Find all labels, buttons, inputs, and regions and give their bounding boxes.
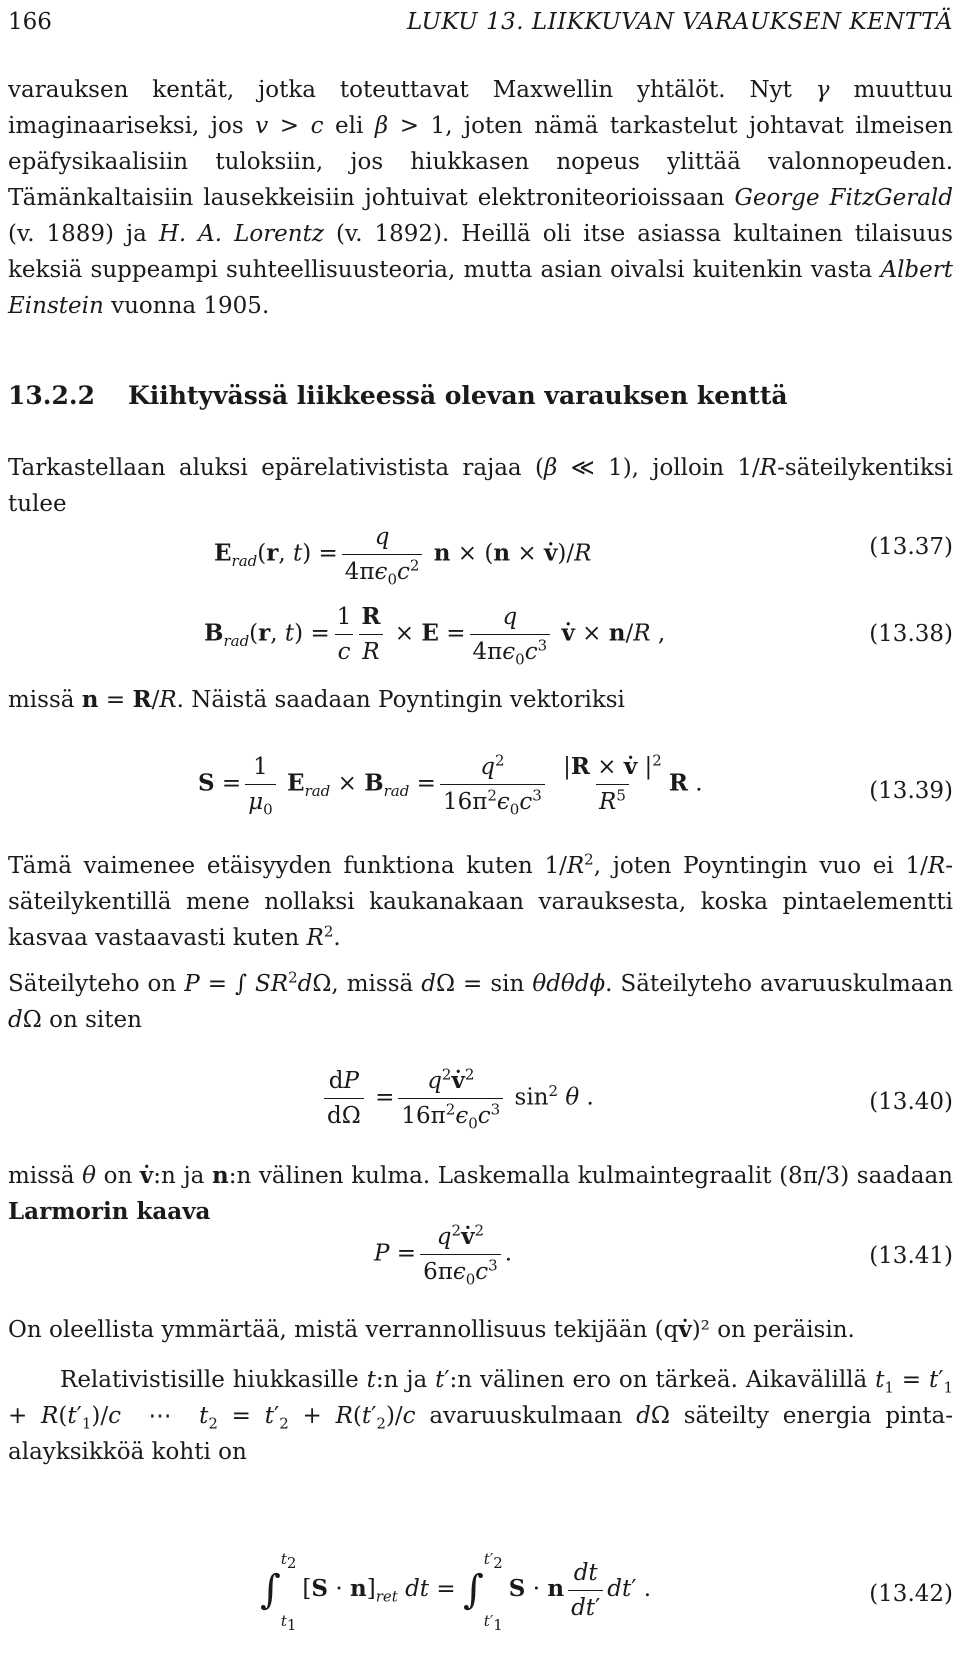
term-bold: Larmorin kaava bbox=[8, 1198, 211, 1225]
page-number: 166 bbox=[8, 9, 52, 35]
text-run: :n ja bbox=[375, 1367, 436, 1393]
running-header bbox=[8, 4, 953, 40]
equation-13-39: S = $\frac{1}{\mu_0}$ $E_{rad} \times B_{rad}$ = $\frac{q^2}{16\pi^2\epsilon_0c^3}$ $\frac{|R \times v̇ |^2}{R^5}$ R . (13.39) bbox=[198, 751, 953, 819]
text-run: ), jolloin 1/ bbox=[622, 455, 760, 481]
text-run: , joten nämä tarkastelut johtavat ilmeisen epäfysikaalisiin tuloksiin, jos hiukkasen nopeus ylittää valonnopeuden. Tämänkaltaisiin lausekkeisiin johtuivat elektroniteorioissaan bbox=[8, 113, 953, 211]
text-run: -säteilykentillä mene nollaksi kaukanakaan varauksesta, koska pintaelementti kasvaa vastaavasti kuten bbox=[8, 853, 953, 951]
text-run: missä bbox=[8, 687, 82, 713]
text-run: :n välinen kulma. Laskemalla kulmaintegraalit (8π/3) saadaan bbox=[228, 1163, 953, 1189]
text-run: )² on peräisin. bbox=[691, 1317, 855, 1343]
person-name: George FitzGerald bbox=[734, 185, 953, 211]
text-run: (v. 1892). Heillä oli itse asiassa kultainen tilaisuus keksiä suppeampi suhteellisuusteoria, mutta asian oivalsi kuitenkin vasta bbox=[8, 221, 953, 283]
text-run: :n välinen ero on tärkeä. Aikavälillä bbox=[449, 1367, 876, 1393]
text-run: säteilty energia pinta-alayksikköä kohti on bbox=[8, 1403, 953, 1465]
text-run: On oleellista ymmärtää, mistä verrannollisuus tekijään (q bbox=[8, 1317, 679, 1343]
equation-number: (13.38) bbox=[869, 621, 953, 647]
paragraph-intro: varauksen kentät, jotka toteuttavat Maxwellin yhtälöt. Nyt γ muuttuu imaginaariseksi, jos v > c eli β > 1, joten nämä tarkastelut johtavat ilmeisen epäfysikaalisiin tuloksiin, jos hiukkasen nopeus ylittää valonnopeuden. Tämänkaltaisiin lausekkeisiin johtuivat elektroniteorioissaan George FitzGerald (v. 1889) ja H. A. Lorentz (v. 1892). Heillä oli itse asiassa kultainen tilaisuus keksiä suppeampi suhteellisuusteoria, mutta asian oivalsi kuitenkin vasta Albert Einstein vuonna 1905. bbox=[8, 77, 953, 319]
text-run: vuonna 1905. bbox=[103, 293, 270, 319]
equation-number: (13.39) bbox=[869, 778, 953, 804]
section-heading bbox=[8, 378, 788, 414]
text-run: muuttuu imaginaariseksi, jos bbox=[8, 77, 953, 139]
paragraph-proportionality: On oleellista ymmärtää, mistä verrannollisuus tekijään (qv̇)² on peräisin. bbox=[8, 1316, 855, 1343]
paragraph-nonrelativistic: Tarkastellaan aluksi epärelativistista rajaa (β ≪ 1), jolloin 1/R-säteilykentiksi tulee bbox=[8, 455, 953, 517]
paragraph-radiated-power: Säteilyteho on P = ∫ $SR^2d\Omega$, missä dΩ = sin θdθdϕ. Säteilyteho avaruuskulmaan dΩ on siten bbox=[8, 968, 954, 1033]
equation-13-40: $\frac{dP}{d\Omega}$ = $\frac{q^2v̇^2}{16\pi^2\epsilon_0c^3}$ $\sin^2 \theta$ . (13.40) bbox=[8, 1058, 953, 1142]
equation-13-41: P = $\frac{q^2v̇^2}{6\pi\epsilon_0c^3}$ . (13.41) bbox=[374, 1221, 953, 1289]
paragraph-larmor-intro: missä θ on v̇:n ja n:n välinen kulma. Laskemalla kulmaintegraalit (8π/3) saadaan Larmorin kaava bbox=[8, 1162, 953, 1225]
section-number: 13.2.2 bbox=[8, 381, 95, 410]
person-name: H. A. Lorentz bbox=[158, 221, 324, 247]
section-title: Kiihtyvässä liikkeessä olevan varauksen kenttä bbox=[128, 381, 788, 410]
text-run: (v. 1889) ja bbox=[8, 221, 159, 247]
text-run: varauksen kentät, jotka toteuttavat Maxwellin yhtälöt. Nyt bbox=[8, 77, 816, 103]
text-run: avaruuskulmaan bbox=[415, 1403, 637, 1429]
paragraph-poynting-intro: missä n = R/R. Näistä saadaan Poyntingin vektoriksi bbox=[8, 686, 625, 713]
equation-13-38: $B_{rad}(r$, t) = $\frac{1}{c}$ $\frac{R}{R}$ × E = $\frac{q}{4\pi\epsilon_0c^3}$ v̇ × n/R , (13.38) bbox=[204, 603, 953, 669]
equation-13-42: ∫ $t_2$ $t_1$ $[S \cdot n]_{ret}$ dt = ∫ $t'_2$ $t'_1$ S · n $\frac{dt}{dt'}$ dt′ . (13.42) bbox=[260, 1550, 953, 1634]
person-name: Albert Einstein bbox=[8, 257, 953, 319]
running-title: LUKU 13. LIIKKUVAN VARAUKSEN KENTTÄ bbox=[406, 9, 953, 35]
paragraph-decay: Tämä vaimenee etäisyyden funktiona kuten $1/R^2$, joten Poyntingin vuo ei 1/R-säteilykentillä mene nollaksi kaukanakaan varauksesta, koska pintaelementti kasvaa vastaavasti kuten $R^2$. bbox=[8, 850, 953, 951]
equation-number: (13.42) bbox=[869, 1581, 953, 1607]
text-run: Säteilyteho on bbox=[8, 971, 185, 997]
text-run: . Näistä saadaan Poyntingin vektoriksi bbox=[176, 687, 625, 713]
equation-number: (13.37) bbox=[869, 534, 953, 560]
equation-13-37: $E_{rad}(r$, t) = $\frac{q}{4\pi\epsilon_0c^2}$ n × (n × v̇)/R (13.37) bbox=[214, 524, 953, 589]
text-run: Relativistisille hiukkasille bbox=[60, 1367, 367, 1393]
text-run: :n ja bbox=[153, 1163, 212, 1189]
text-run: missä bbox=[8, 1163, 83, 1189]
text-run: , joten Poyntingin vuo ei 1/ bbox=[593, 853, 928, 879]
text-run: Tämä vaimenee etäisyyden funktiona kuten 1/ bbox=[8, 853, 567, 879]
text-run: eli bbox=[323, 113, 375, 139]
text-run: Tarkastellaan aluksi epärelativistista rajaa ( bbox=[8, 455, 544, 481]
text-run: on siten bbox=[41, 1007, 142, 1033]
text-run: . Säteilyteho avaruuskulmaan bbox=[605, 971, 954, 997]
equation-number: (13.40) bbox=[869, 1089, 953, 1115]
equation-number: (13.41) bbox=[869, 1243, 953, 1269]
text-run: , missä bbox=[331, 971, 422, 997]
text-run: on bbox=[95, 1163, 140, 1189]
paragraph-relativistic: Relativistisille hiukkasille t:n ja t′:n välinen ero on tärkeä. Aikavälillä $t_1 = t'_1 + R(t'_1)/c$ ⋯ $t_2 = t'_2 + R(t'_2)/c$ avaruuskulmaan dΩ säteilty energia pinta-alayksikköä kohti on bbox=[8, 1367, 953, 1465]
text-run: -säteilykentiksi tulee bbox=[8, 455, 953, 517]
